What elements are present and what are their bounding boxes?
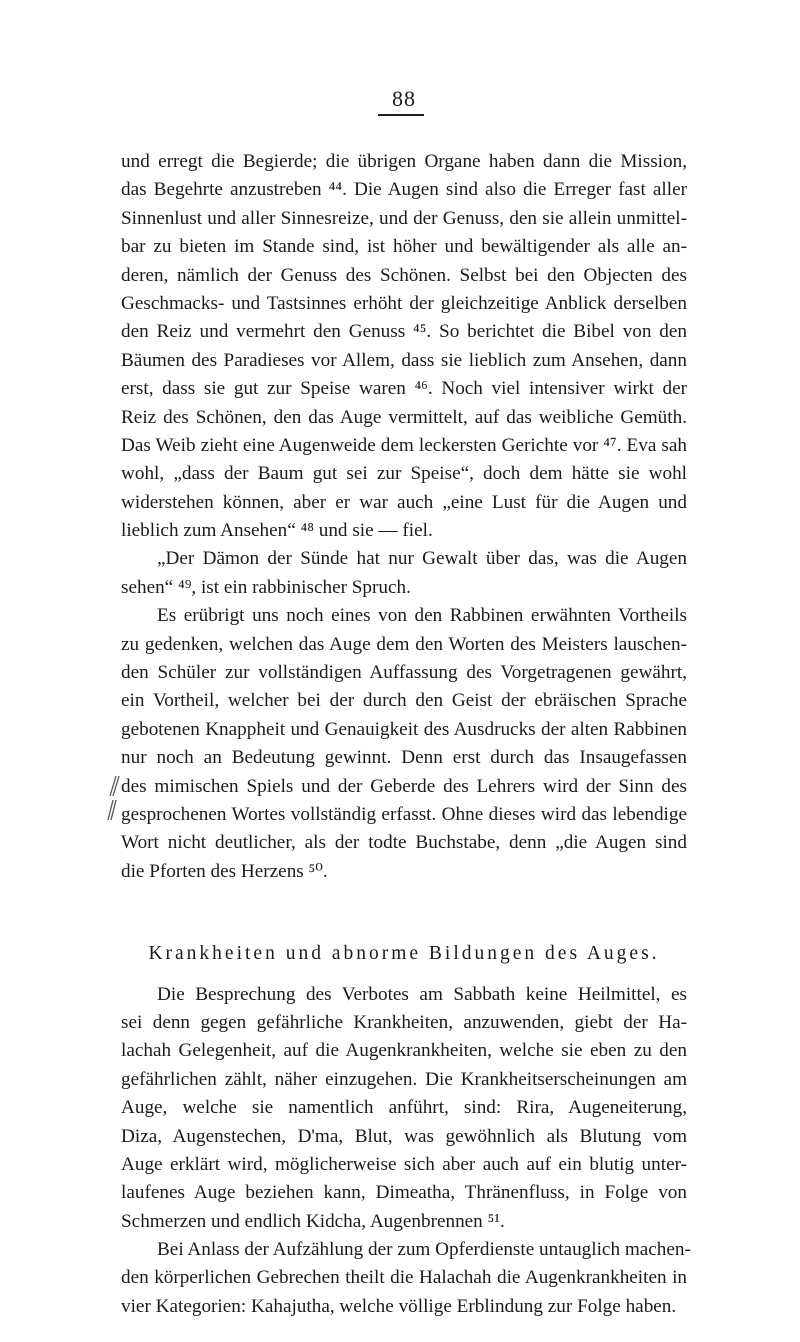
paragraph bbox=[121, 602, 687, 886]
paragraph bbox=[121, 1236, 691, 1321]
text-line: das Begehrte anzustreben ⁴⁴. Die Augen sind also die Erreger fast aller bbox=[121, 179, 687, 201]
text-line: Auge erklärt wird, möglicherweise sich aber auch auf ein blutig unter- bbox=[121, 1153, 687, 1175]
text-line: Sinnenlust und aller Sinnesreize, und der Genuss, den sie allein unmittel- bbox=[121, 207, 687, 229]
section-heading: Krankheiten und abnorme Bildungen des Auges. bbox=[148, 943, 660, 965]
text-line: den Schüler zur vollständigen Auffassung des Vorgetragenen gewährt, bbox=[121, 662, 687, 684]
text-line: sehen“ ⁴⁹, ist ein rabbinischer Spruch. bbox=[121, 576, 411, 598]
text-line: vier Kategorien: Kahajutha, welche völlige Erblindung zur Folge haben. bbox=[121, 1295, 677, 1317]
text-line: ein Vortheil, welcher bei der durch den Geist der ebräischen Sprache bbox=[121, 690, 687, 712]
text-line: lieblich zum Ansehen“ ⁴⁸ und sie — fiel. bbox=[121, 520, 433, 542]
page-body bbox=[121, 148, 691, 1321]
text-line: den körperlichen Gebrechen theilt die Halachah die Augenkrankheiten in bbox=[121, 1267, 687, 1289]
text-line: Diza, Augenstechen, D'ma, Blut, was gewöhnlich als Blutung vom bbox=[121, 1125, 687, 1147]
text-line: Es erübrigt uns noch eines von den Rabbinen erwähnten Vortheils bbox=[157, 605, 687, 627]
text-line: nur noch an Bedeutung gewinnt. Denn erst durch das Insaugefassen bbox=[121, 747, 687, 769]
text-line: die Pforten des Herzens ⁵⁰. bbox=[121, 860, 328, 882]
text-line: Bei Anlass der Aufzählung der zum Opferdienste untauglich machen- bbox=[157, 1239, 691, 1261]
margin-pencil-mark bbox=[106, 774, 122, 822]
text-line: Auge, welche sie namentlich anführt, sind: Rira, Augeneiterung, bbox=[121, 1097, 687, 1119]
text-line: Bäumen des Paradieses vor Allem, dass sie lieblich zum Ansehen, dann bbox=[121, 349, 687, 371]
page-number: 88 bbox=[392, 86, 416, 111]
paragraph bbox=[121, 981, 687, 1237]
paragraph bbox=[121, 545, 687, 602]
text-line: den Reiz und vermehrt den Genuss ⁴⁵. So berichtet die Bibel von den bbox=[121, 321, 687, 343]
text-line: Die Besprechung des Verbotes am Sabbath keine Heilmittel, es bbox=[157, 983, 687, 1005]
paragraph bbox=[121, 148, 687, 545]
text-line: und erregt die Begierde; die übrigen Organe haben dann die Mission, bbox=[121, 151, 687, 172]
text-line: „Der Dämon der Sünde hat nur Gewalt über das, was die Augen bbox=[157, 548, 687, 570]
text-line: Das Weib zieht eine Augenweide dem leckersten Gerichte vor ⁴⁷. Eva sah bbox=[121, 434, 687, 456]
text-line: wohl, „dass der Baum gut sei zur Speise“, doch dem hätte sie wohl bbox=[121, 463, 687, 485]
text-line: lachah Gelegenheit, auf die Augenkrankheiten, welche sie eben zu den bbox=[121, 1040, 687, 1062]
text-line: des mimischen Spiels und der Geberde des Lehrers wird der Sinn des bbox=[121, 775, 687, 797]
text-line: Wort nicht deutlicher, als der todte Buchstabe, denn „die Augen sind bbox=[121, 832, 687, 854]
text-line: Geschmacks- und Tastsinnes erhöht der gleichzeitige Anblick derselben bbox=[121, 292, 687, 314]
text-line: bar zu bieten im Stande sind, ist höher und bewältigender als alle an- bbox=[121, 236, 687, 258]
text-line: gebotenen Knappheit und Genauigkeit des Ausdrucks der alten Rabbinen bbox=[121, 718, 687, 740]
text-line: laufenes Auge beziehen kann, Dimeatha, Thränenfluss, in Folge von bbox=[121, 1182, 687, 1204]
text-line: Reiz des Schönen, den das Auge vermittelt, auf das weibliche Gemüth. bbox=[121, 406, 687, 428]
text-line: erst, dass sie gut zur Speise waren ⁴⁶. Noch viel intensiver wirkt der bbox=[121, 378, 687, 400]
text-line: gefährlichen zählt, näher einzugehen. Die Krankheitserscheinungen am bbox=[121, 1068, 687, 1090]
text-line: Schmerzen und endlich Kidcha, Augenbrennen ⁵¹. bbox=[121, 1210, 505, 1232]
text-line: sei denn gegen gefährliche Krankheiten, anzuwenden, giebt der Ha- bbox=[121, 1011, 687, 1033]
text-line: gesprochenen Wortes vollständig erfasst. Ohne dieses wird das lebendige bbox=[121, 803, 687, 825]
text-line: widerstehen können, aber er war auch „eine Lust für die Augen und bbox=[121, 491, 687, 513]
page-number-rule bbox=[378, 114, 424, 116]
text-line: deren, nämlich der Genuss des Schönen. Selbst bei den Objecten des bbox=[121, 264, 687, 286]
text-line: zu gedenken, welchen das Auge dem den Worten des Meisters lauschen- bbox=[121, 633, 687, 655]
